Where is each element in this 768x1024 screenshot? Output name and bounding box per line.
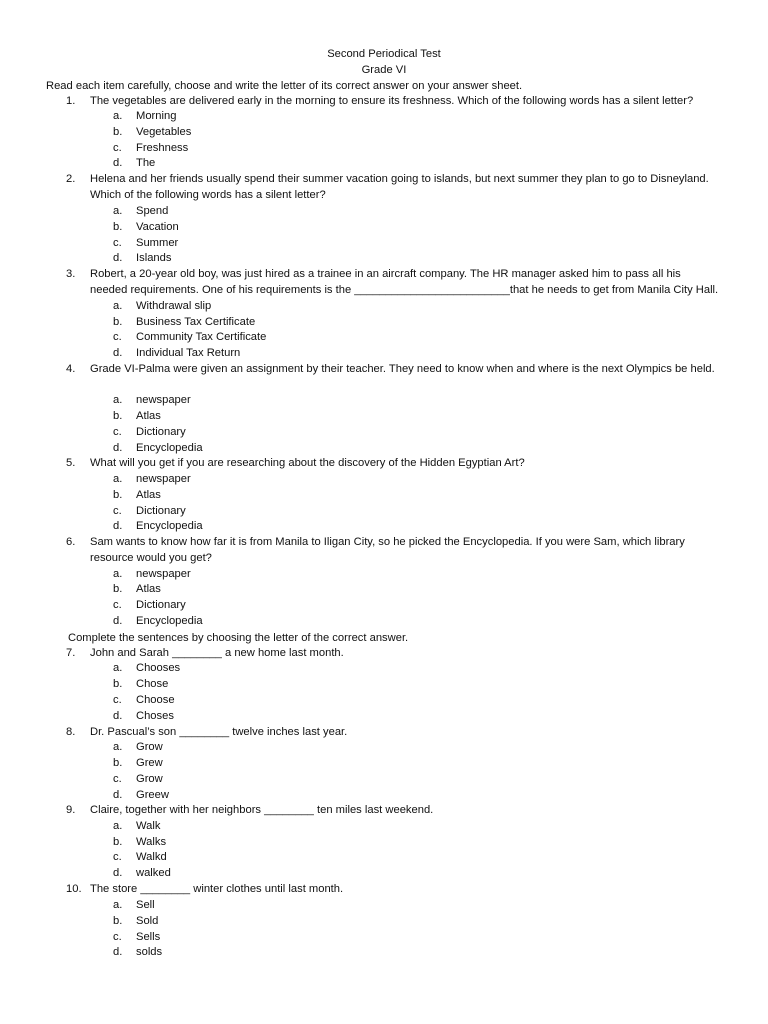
option-letter: c. <box>113 773 122 785</box>
section-2-instructions: Complete the sentences by choosing the letter of the correct answer. <box>68 632 409 644</box>
option-letter: b. <box>113 678 123 690</box>
option-7d <box>0 709 400 725</box>
option-letter: c. <box>113 599 122 611</box>
option-letter: c. <box>113 142 122 154</box>
option-text: Dictionary <box>136 505 186 517</box>
option-letter: a. <box>113 110 123 122</box>
option-letter: a. <box>113 741 123 753</box>
option-letter: b. <box>113 489 123 501</box>
option-text: Individual Tax Return <box>136 347 241 359</box>
option-text: Chooses <box>136 662 181 674</box>
option-letter: b. <box>113 316 123 328</box>
option-text: Chose <box>136 678 169 690</box>
option-text: Islands <box>136 252 172 264</box>
option-3a <box>0 299 400 315</box>
option-6c <box>0 598 400 614</box>
option-text: Withdrawal slip <box>136 300 212 312</box>
instructions: Read each item carefully, choose and write the letter of its correct answer on your answer sheet. <box>46 80 523 92</box>
option-text: Grow <box>136 773 163 785</box>
option-3c <box>0 330 400 346</box>
option-7c <box>0 693 400 709</box>
option-letter: c. <box>113 237 122 249</box>
option-10a <box>0 898 400 914</box>
option-text: Sell <box>136 899 155 911</box>
grade-level: Grade VI <box>361 64 407 76</box>
question-text: Robert, a 20-year old boy, was just hired as a trainee in an aircraft company. The HR manager asked him to pass all his needed requirements. One of his requirements is the _________________________that he needs to get from Manila City Hall. <box>90 268 719 296</box>
question-number: 10. <box>66 883 82 895</box>
option-4c <box>0 425 400 441</box>
option-1a <box>0 109 400 125</box>
option-2d <box>0 251 400 267</box>
option-letter: b. <box>113 126 123 138</box>
option-6b <box>0 582 400 598</box>
option-3b <box>0 315 400 331</box>
option-text: Vacation <box>136 221 179 233</box>
option-4d <box>0 441 400 457</box>
option-text: Atlas <box>136 583 161 595</box>
question-number: 4. <box>66 363 76 375</box>
question-number: 8. <box>66 726 76 738</box>
option-7b <box>0 677 400 693</box>
option-text: newspaper <box>136 568 191 580</box>
option-letter: b. <box>113 221 123 233</box>
question-number: 1. <box>66 95 76 107</box>
option-text: Sells <box>136 931 161 943</box>
option-7a <box>0 661 400 677</box>
question-number: 3. <box>66 268 76 280</box>
page-title: Second Periodical Test <box>327 48 441 60</box>
option-text: Atlas <box>136 410 161 422</box>
question-text: The vegetables are delivered early in the morning to ensure its freshness. Which of the following words has a silent letter? <box>90 95 694 107</box>
question-text: Dr. Pascual’s son ________ twelve inches last year. <box>90 726 348 738</box>
option-text: Dictionary <box>136 426 186 438</box>
question-text: The store ________ winter clothes until last month. <box>90 883 344 895</box>
question-text: Grade VI-Palma were given an assignment by their teacher. They need to know when and where is the next Olympics be held. <box>90 363 715 375</box>
option-text: Walk <box>136 820 161 832</box>
option-1d <box>0 156 400 172</box>
option-text: Atlas <box>136 489 161 501</box>
option-letter: d. <box>113 347 123 359</box>
option-letter: c. <box>113 426 122 438</box>
option-letter: d. <box>113 252 123 264</box>
option-text: Choose <box>136 694 175 706</box>
question-text: Claire, together with her neighbors ________ ten miles last weekend. <box>90 804 434 816</box>
question-text: John and Sarah ________ a new home last month. <box>90 647 344 659</box>
option-text: The <box>136 157 156 169</box>
option-8a <box>0 740 400 756</box>
option-text: Encyclopedia <box>136 520 203 532</box>
question-text: Helena and her friends usually spend their summer vacation going to islands, but next summer they plan to go to Disneyland. Which of the following words has a silent letter? <box>90 173 709 201</box>
option-8d <box>0 788 400 804</box>
option-text: solds <box>136 946 163 958</box>
option-letter: a. <box>113 473 123 485</box>
option-10d <box>0 945 400 961</box>
option-letter: b. <box>113 757 123 769</box>
option-letter: a. <box>113 205 123 217</box>
option-4b <box>0 409 400 425</box>
option-10b <box>0 914 400 930</box>
option-letter: d. <box>113 946 123 958</box>
option-5d <box>0 519 400 535</box>
question-number: 5. <box>66 457 76 469</box>
option-2a <box>0 204 400 220</box>
option-text: Dictionary <box>136 599 186 611</box>
option-letter: d. <box>113 615 123 627</box>
option-4a <box>0 393 400 409</box>
option-letter: d. <box>113 520 123 532</box>
option-letter: c. <box>113 694 122 706</box>
option-letter: d. <box>113 157 123 169</box>
option-6d <box>0 614 400 630</box>
option-text: Community Tax Certificate <box>136 331 267 343</box>
option-2b <box>0 220 400 236</box>
option-text: Encyclopedia <box>136 615 203 627</box>
option-9b <box>0 835 400 851</box>
option-letter: d. <box>113 710 123 722</box>
option-5b <box>0 488 400 504</box>
option-letter: c. <box>113 331 122 343</box>
option-10c <box>0 930 400 946</box>
option-8c <box>0 772 400 788</box>
option-letter: b. <box>113 583 123 595</box>
option-text: Vegetables <box>136 126 192 138</box>
option-5c <box>0 504 400 520</box>
option-9d <box>0 866 400 882</box>
option-letter: c. <box>113 931 122 943</box>
question-text: What will you get if you are researching about the discovery of the Hidden Egyptian Art? <box>90 457 525 469</box>
option-text: walked <box>136 867 171 879</box>
option-letter: b. <box>113 836 123 848</box>
option-letter: a. <box>113 394 123 406</box>
option-text: Freshness <box>136 142 189 154</box>
option-letter: c. <box>113 851 122 863</box>
option-letter: c. <box>113 505 122 517</box>
option-text: Choses <box>136 710 174 722</box>
option-letter: a. <box>113 300 123 312</box>
option-text: Walks <box>136 836 167 848</box>
option-9c <box>0 850 400 866</box>
option-text: Sold <box>136 915 159 927</box>
option-letter: d. <box>113 789 123 801</box>
option-letter: b. <box>113 410 123 422</box>
option-6a <box>0 567 400 583</box>
option-letter: a. <box>113 662 123 674</box>
option-text: Spend <box>136 205 169 217</box>
option-8b <box>0 756 400 772</box>
option-text: Encyclopedia <box>136 442 203 454</box>
question-number: 7. <box>66 647 76 659</box>
option-text: Walkd <box>136 851 167 863</box>
question-text: Sam wants to know how far it is from Manila to Iligan City, so he picked the Encyclopedia. If you were Sam, which library resource would you get? <box>90 536 685 564</box>
option-text: Summer <box>136 237 179 249</box>
option-letter: a. <box>113 899 123 911</box>
option-letter: b. <box>113 915 123 927</box>
option-text: Morning <box>136 110 177 122</box>
option-text: Grow <box>136 741 163 753</box>
option-text: Greew <box>136 789 169 801</box>
option-1b <box>0 125 400 141</box>
option-text: newspaper <box>136 473 191 485</box>
option-letter: d. <box>113 442 123 454</box>
option-letter: a. <box>113 568 123 580</box>
option-9a <box>0 819 400 835</box>
question-number: 9. <box>66 804 76 816</box>
option-text: Grew <box>136 757 163 769</box>
option-text: newspaper <box>136 394 191 406</box>
option-letter: a. <box>113 820 123 832</box>
option-text: Business Tax Certificate <box>136 316 256 328</box>
option-2c <box>0 236 400 252</box>
question-number: 2. <box>66 173 76 185</box>
option-letter: d. <box>113 867 123 879</box>
question-number: 6. <box>66 536 76 548</box>
option-1c <box>0 141 400 157</box>
option-5a <box>0 472 400 488</box>
option-3d <box>0 346 400 362</box>
